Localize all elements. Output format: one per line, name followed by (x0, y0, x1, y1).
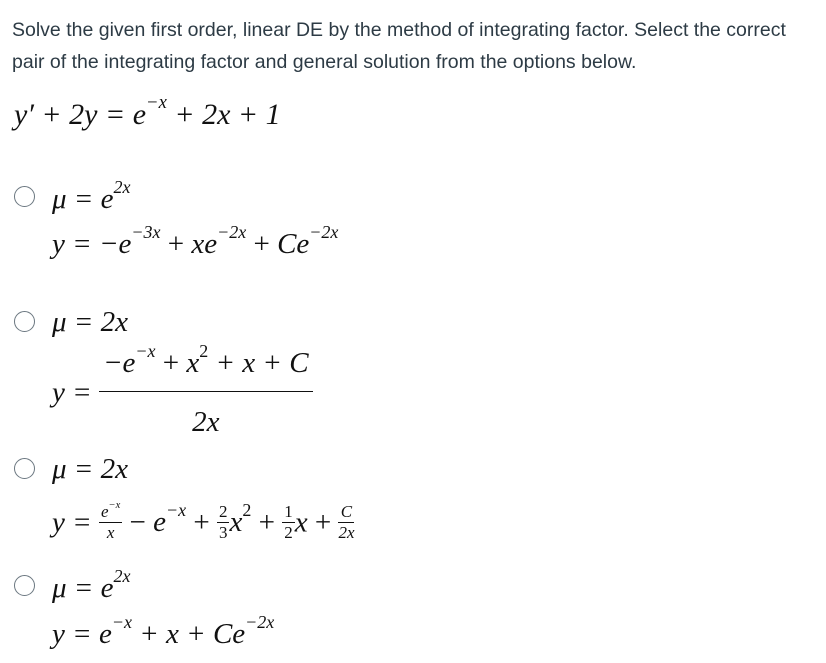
option-1-solution: $y = -e^{-3x} + xe^{-2x} + Ce^{-2x}$ (52, 221, 339, 260)
option-3-radio[interactable] (14, 458, 35, 479)
option-3-fraction-4: $\frac{C}{2x}$ (338, 501, 355, 542)
differential-equation: $y' + 2y = e^{-x} + 2x + 1$ (14, 92, 281, 131)
option-3-solution: y = $\frac{e^{-x}}{x}$ − $e^{-x}$ + $\frac{2}{3}$ $x^2$ + $\frac{1}{2}$ x + $\frac{C}{2x}$ (52, 499, 355, 542)
question-prompt: Solve the given first order, linear DE by the method of integrating factor. Select the correct pair of the integrating factor and general solution from the options below. (12, 19, 786, 73)
option-4-radio[interactable] (14, 575, 35, 596)
option-2-solution: y = $\frac{-e^{-x} + x^2 + x + C}{2x}$ (52, 343, 313, 442)
option-2-mu: μ = 2x (52, 306, 129, 338)
option-4-solution: $y = e^{-x} + x + Ce^{-2x}$ (52, 611, 275, 650)
option-1-mu: $\mu = e^{2x}$ (52, 176, 131, 215)
option-3-fraction-2: $\frac{2}{3}$ (218, 501, 228, 542)
option-4-mu: $\mu = e^{2x}$ (52, 565, 131, 604)
option-2-fraction: $\frac{-e^{-x} + x^2 + x + C}{2x}$ (99, 343, 313, 442)
option-3-fraction-1: $\frac{e^{-x}}{x}$ (100, 499, 121, 542)
option-3-mu: μ = 2x (52, 453, 129, 485)
option-3-fraction-3: $\frac{1}{2}$ (284, 501, 293, 542)
option-1-radio[interactable] (14, 186, 35, 207)
option-2-radio[interactable] (14, 311, 35, 332)
